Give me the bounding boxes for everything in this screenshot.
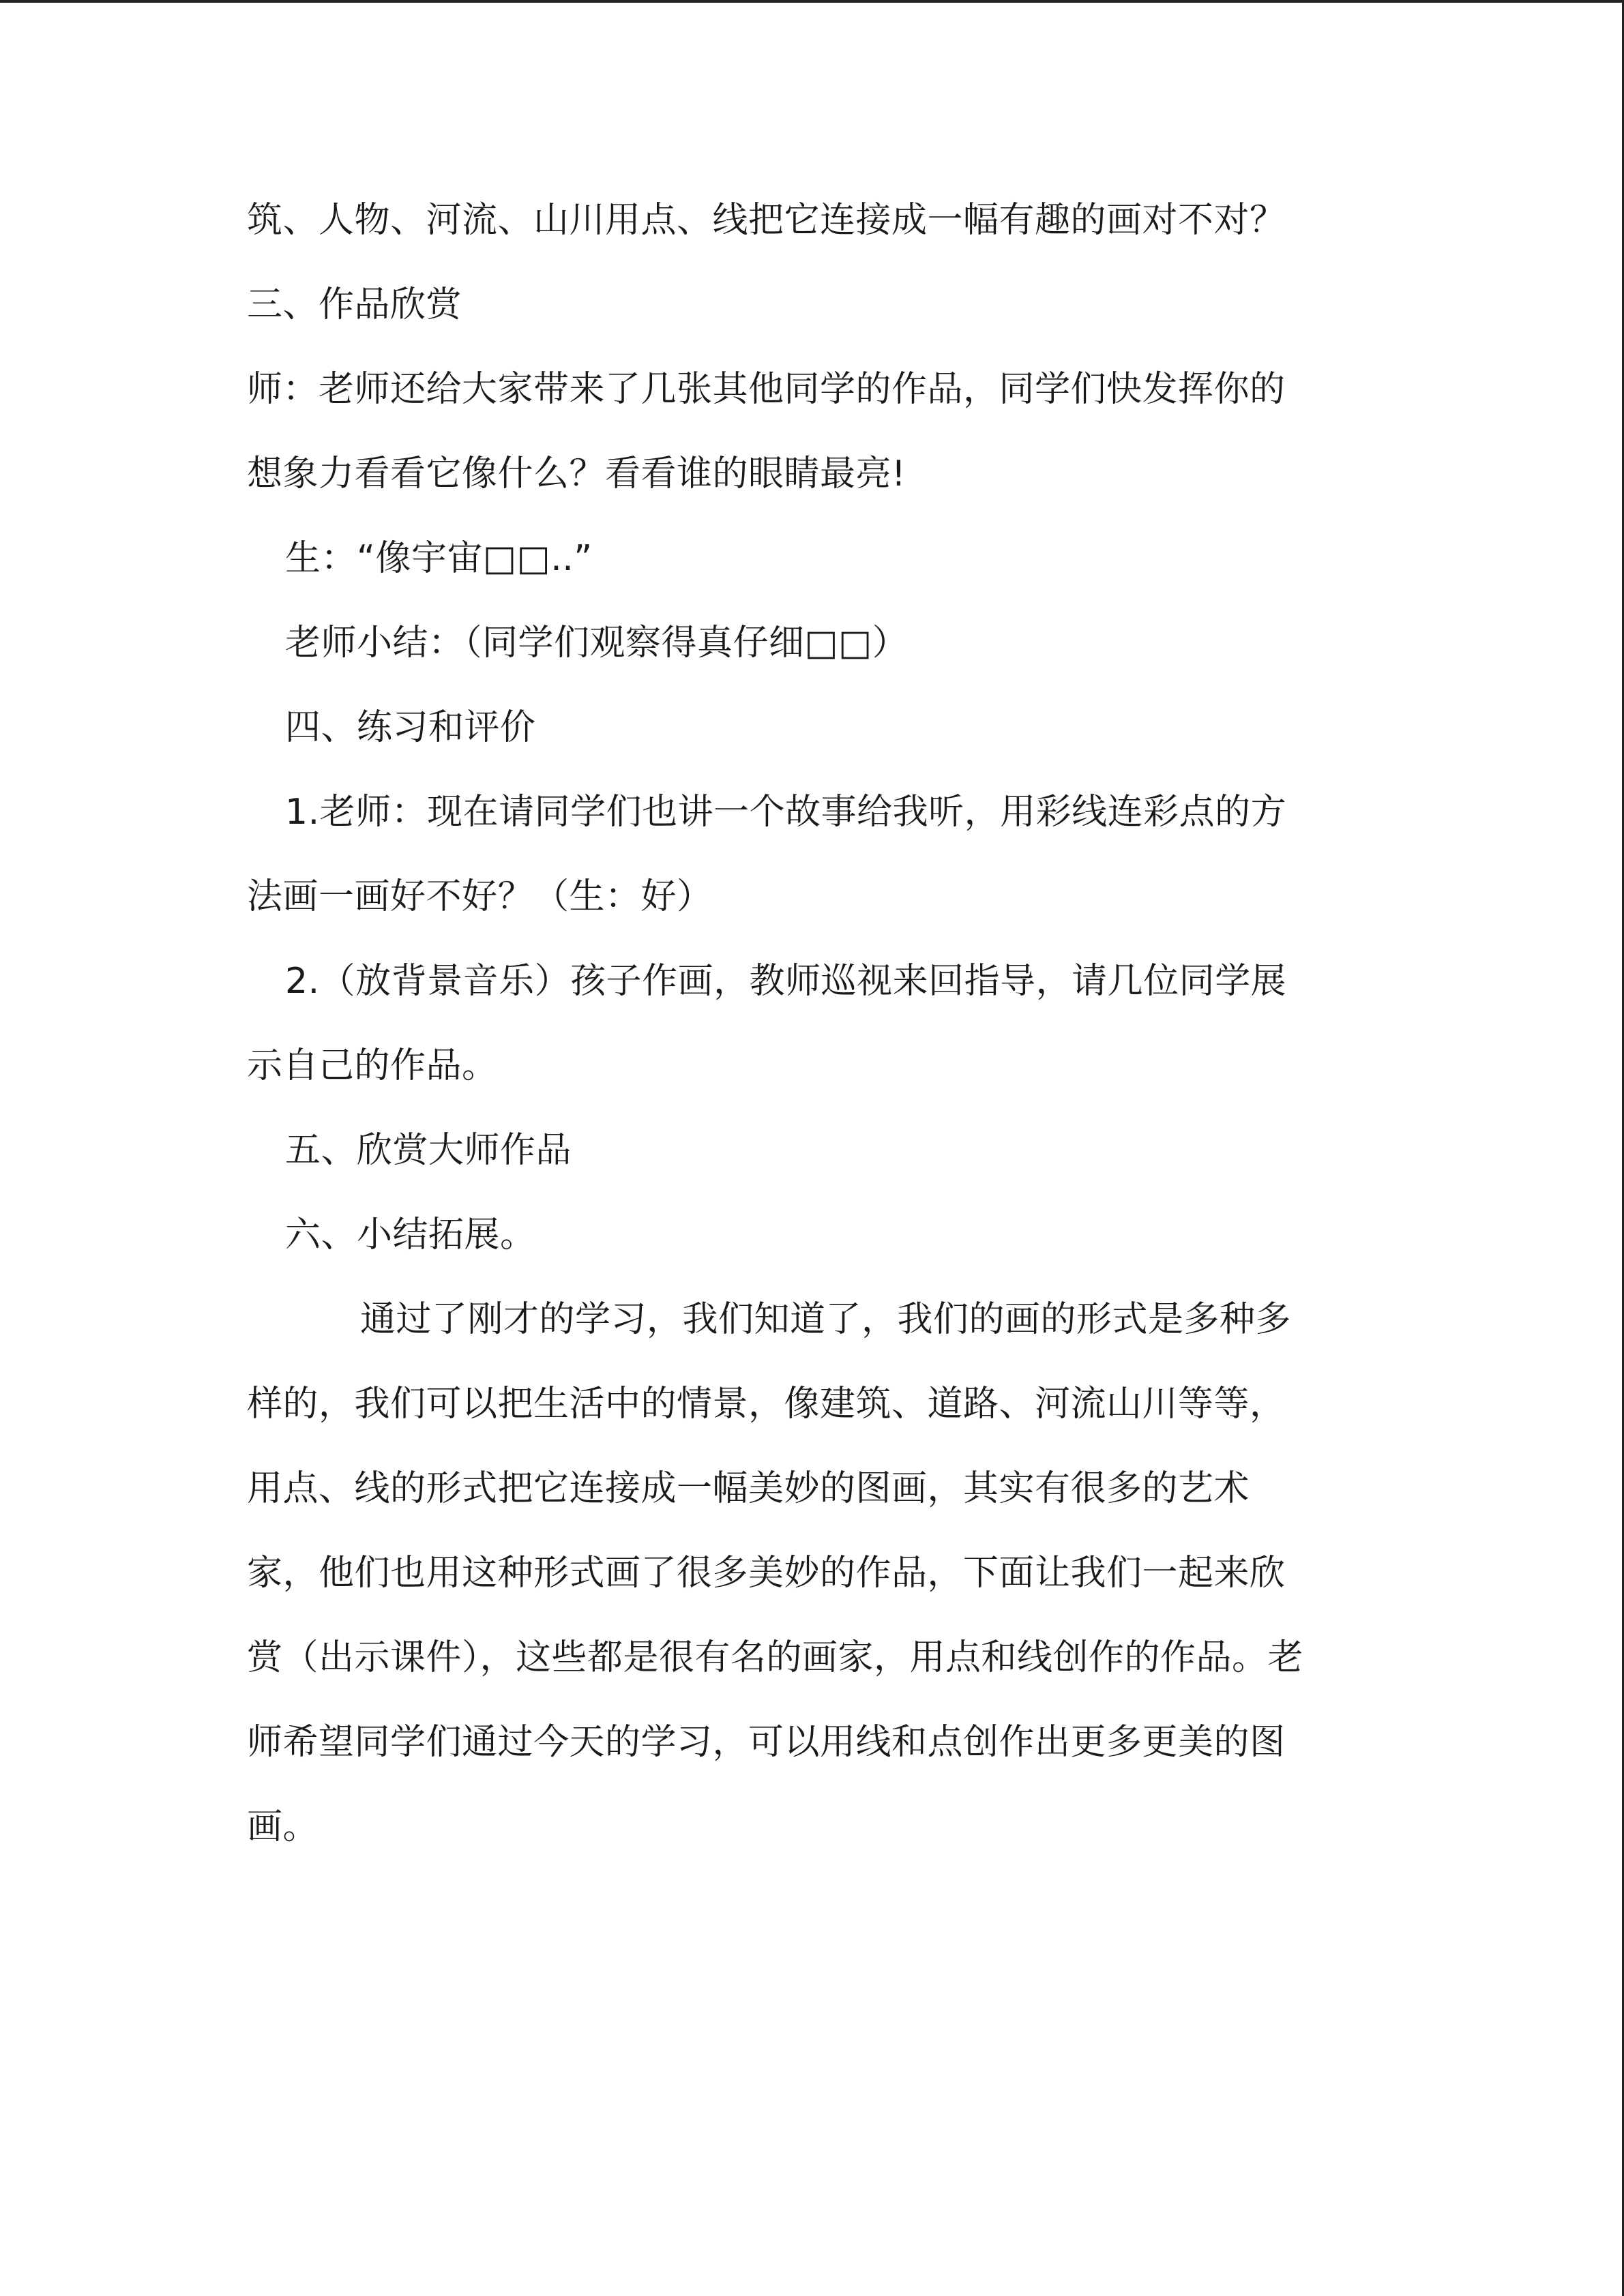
body-line: 生：“像宇宙□□..” — [285, 538, 593, 579]
body-line: 赏（出示课件），这些都是很有名的画家，用点和线创作的作品。老 — [247, 1637, 1304, 1678]
section-heading: 五、欣赏大师作品 — [285, 1130, 572, 1171]
body-line: 示自己的作品。 — [247, 1045, 498, 1086]
body-line: 筑、人物、河流、山川用点、线把它连接成一幅有趣的画对不对？ — [247, 200, 1286, 241]
body-line: 1.老师：现在请同学们也讲一个故事给我听，用彩线连彩点的方 — [285, 792, 1287, 833]
body-line: 样的，我们可以把生活中的情景，像建筑、道路、河流山川等等， — [247, 1384, 1286, 1425]
body-line: 画。 — [247, 1806, 319, 1847]
body-line: 老师小结：（同学们观察得真仔细□□） — [285, 623, 909, 664]
body-line: 想象力看看它像什么？看看谁的眼睛最亮! — [247, 453, 906, 494]
body-line: 2.（放背景音乐）孩子作画，教师巡视来回指导，请几位同学展 — [285, 961, 1287, 1002]
section-heading: 六、小结拓展。 — [285, 1214, 536, 1255]
body-line: 师希望同学们通过今天的学习，可以用线和点创作出更多更美的图 — [247, 1722, 1286, 1763]
body-line: 法画一画好不好？（生：好） — [247, 876, 713, 917]
body-line: 师：老师还给大家带来了几张其他同学的作品，同学们快发挥你的 — [247, 369, 1286, 410]
body-line: 家，他们也用这种形式画了很多美妙的作品，下面让我们一起来欣 — [247, 1553, 1286, 1594]
section-heading: 三、作品欣赏 — [247, 284, 462, 325]
body-line: 用点、线的形式把它连接成一幅美妙的图画，其实有很多的艺术 — [247, 1468, 1250, 1509]
section-heading: 四、练习和评价 — [285, 707, 536, 748]
page-top-border — [0, 0, 1624, 3]
body-line: 通过了刚才的学习，我们知道了，我们的画的形式是多种多 — [360, 1299, 1292, 1340]
